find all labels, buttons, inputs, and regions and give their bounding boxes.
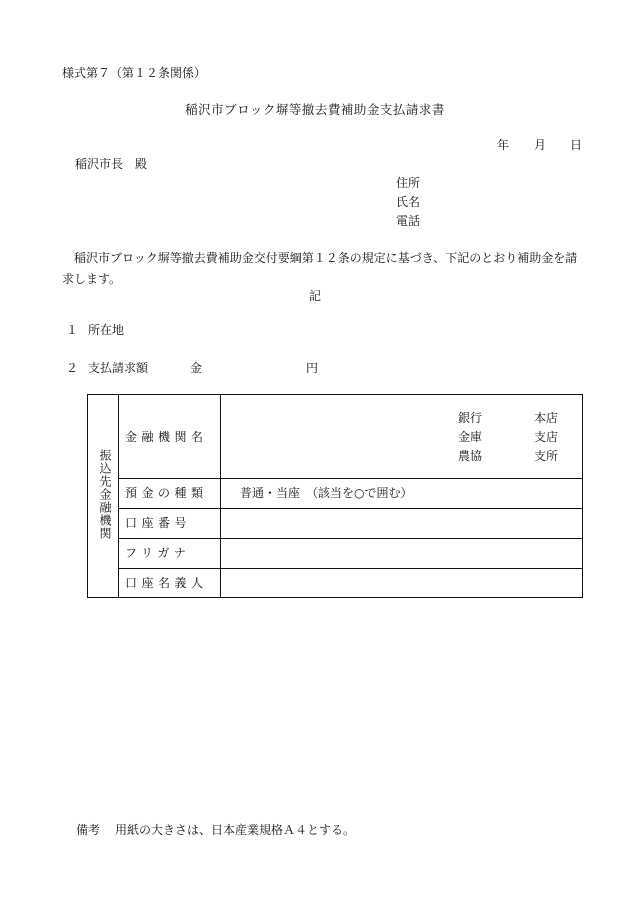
bank-transfer-table [87,394,583,598]
date-month-label: 月 [534,138,547,152]
bank-type-ja: 農協 [458,449,483,463]
date-year-label: 年 [497,138,510,152]
item-1-label: 所在地 [88,323,125,337]
bank-type-shinkin: 金庫 [458,430,483,444]
form-number: 様式第７（第１２条関係） [62,66,207,80]
document-title: 稲沢市ブロック塀等撤去費補助金支払請求書 [185,102,445,117]
remarks-text: 用紙の大きさは、日本産業規格Ａ４とする。 [115,823,356,837]
table-divider [119,538,582,539]
remarks-label: 備考 [76,823,101,837]
table-divider [118,395,119,597]
item-1-number: １ [66,323,79,337]
amount-kin-label: 金 [190,361,203,375]
transfer-destination-heading: 振込先金融機関 [98,449,112,540]
furigana-label: フリガナ [125,546,191,560]
institution-name-label: 金融機関名 [125,430,208,444]
ki-heading: 記 [308,289,321,303]
bank-type-bank: 銀行 [458,411,483,425]
branch-type-head-office: 本店 [534,411,559,425]
body-text: 稲沢市ブロック塀等撤去費補助金交付要綱第１２条の規定に基づき、下記のとおり補助金を請求します。 [62,251,578,286]
name-label: 氏名 [396,195,421,209]
branch-type-sub-branch: 支所 [534,449,559,463]
amount-yen-label: 円 [306,361,319,375]
account-number-label: 口座番号 [125,516,192,530]
address-label: 住所 [396,176,421,190]
addressee: 稲沢市長 殿 [75,157,148,171]
item-2-label: 支払請求額 [88,361,149,375]
account-holder-label: 口座名義人 [125,576,208,590]
deposit-type-options: 普通・当座 （該当を○で囲む） [240,486,413,500]
table-divider [119,508,582,509]
phone-label: 電話 [396,214,421,228]
item-2-number: ２ [66,361,79,375]
deposit-type-label: 預金の種類 [125,486,208,500]
branch-type-branch: 支店 [534,430,559,444]
table-divider [119,568,582,569]
table-divider [220,395,221,597]
table-divider [119,478,582,479]
date-day-label: 日 [570,138,583,152]
